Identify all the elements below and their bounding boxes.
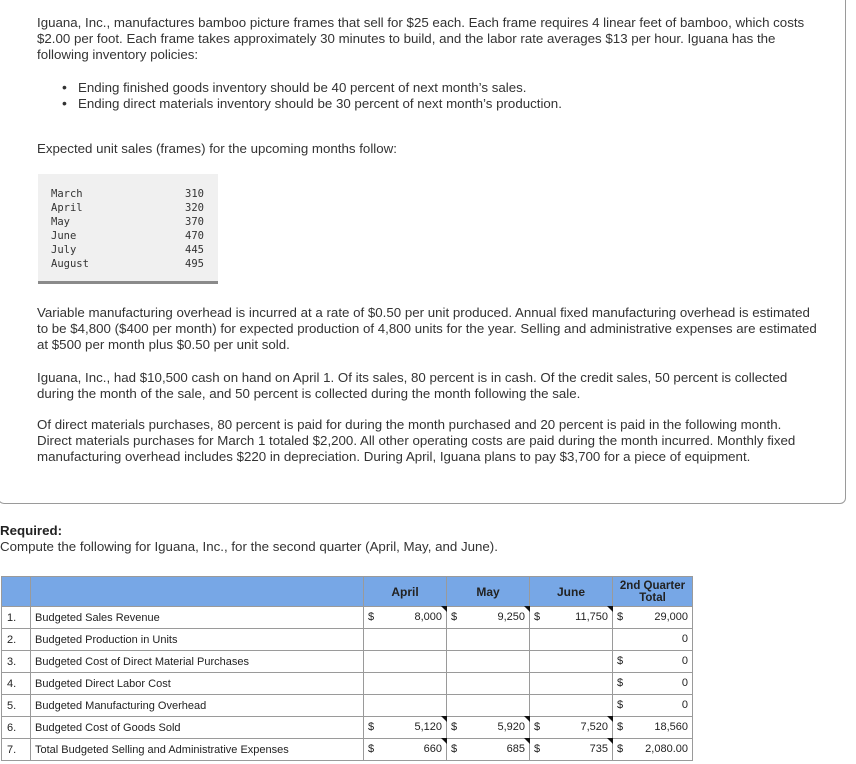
total-input-cell[interactable] (613, 607, 693, 629)
header-april: April (364, 577, 447, 607)
row-label: Budgeted Manufacturing Overhead (31, 695, 364, 717)
june-input-cell[interactable] (530, 717, 613, 739)
sales-row (38, 187, 218, 201)
cell-value: 18,560 (654, 721, 688, 733)
expected-sales-table (38, 174, 218, 284)
currency-symbol: $ (451, 611, 458, 623)
total-input-cell[interactable] (613, 695, 693, 717)
april-input-cell[interactable] (364, 739, 447, 761)
may-input-cell[interactable] (447, 651, 530, 673)
currency-symbol: $ (368, 743, 375, 755)
sales-units: 370 (185, 216, 204, 228)
header-number (2, 577, 31, 607)
april-input-cell[interactable] (364, 695, 447, 717)
cell-value: 0 (681, 633, 688, 645)
may-input-cell[interactable] (447, 629, 530, 651)
sales-units: 310 (185, 188, 204, 200)
cell-value: 0 (681, 655, 688, 667)
required-heading: Required: (0, 523, 63, 538)
may-input-cell[interactable] (447, 673, 530, 695)
currency-symbol: $ (617, 743, 624, 755)
cell-value: 685 (506, 743, 525, 755)
june-input-cell[interactable] (530, 695, 613, 717)
cell-value: 660 (423, 743, 442, 755)
currency-symbol: $ (617, 699, 624, 711)
april-input-cell[interactable] (364, 717, 447, 739)
policy-item: • Ending direct materials inventory should be 30 percent of next month’s production. (60, 96, 562, 112)
sales-row (38, 201, 218, 215)
currency-symbol: $ (451, 721, 458, 733)
cell-value: 0 (681, 677, 688, 689)
june-input-cell[interactable] (530, 739, 613, 761)
inventory-policies (60, 80, 562, 112)
cell-value: 735 (589, 743, 608, 755)
expected-sales-label: Expected unit sales (frames) for the upcoming months follow: (37, 141, 397, 156)
currency-symbol: $ (617, 611, 624, 623)
cell-value: 2,080.00 (645, 743, 688, 755)
total-input-cell[interactable] (613, 651, 693, 673)
header-q2-total: 2nd Quarter Total (613, 577, 693, 607)
cell-value: 29,000 (654, 611, 688, 623)
currency-symbol: $ (534, 611, 541, 623)
total-input-cell[interactable] (613, 717, 693, 739)
total-input-cell[interactable] (613, 629, 693, 651)
required-text: Compute the following for Iguana, Inc., for the second quarter (April, May, and June). (0, 539, 498, 554)
april-input-cell[interactable] (364, 607, 447, 629)
currency-symbol: $ (617, 677, 624, 689)
sales-units: 445 (185, 244, 204, 256)
table-row (2, 651, 693, 673)
table-row (2, 739, 693, 761)
june-input-cell[interactable] (530, 673, 613, 695)
may-input-cell[interactable] (447, 717, 530, 739)
currency-symbol: $ (617, 721, 624, 733)
april-input-cell[interactable] (364, 673, 447, 695)
header-june: June (530, 577, 613, 607)
overhead-paragraph: Variable manufacturing overhead is incurred at a rate of $0.50 per unit produced. Annual fixed manufacturing overhead is estimated to be $4,800 ($400 per month) for expected production of 4,800 units for the year. Selling and administrative expenses are estimated at $500 per month plus $0.50 per unit sold. (37, 305, 817, 352)
header-may: May (447, 577, 530, 607)
sales-units: 470 (185, 230, 204, 242)
table-row (2, 695, 693, 717)
currency-symbol: $ (534, 743, 541, 755)
row-number: 5. (2, 695, 31, 717)
row-number: 3. (2, 651, 31, 673)
table-row (2, 607, 693, 629)
currency-symbol: $ (617, 655, 624, 667)
row-label: Total Budgeted Selling and Administrative Expenses (31, 739, 364, 761)
may-input-cell[interactable] (447, 607, 530, 629)
row-label: Budgeted Direct Labor Cost (31, 673, 364, 695)
cell-value: 9,250 (497, 611, 525, 623)
cell-value: 5,920 (497, 721, 525, 733)
sales-month: April (51, 202, 83, 214)
policy-item: • Ending finished goods inventory should be 40 percent of next month’s sales. (60, 80, 562, 96)
sales-row (38, 243, 218, 257)
row-number: 6. (2, 717, 31, 739)
cell-value: 11,750 (575, 611, 608, 623)
sales-units: 495 (185, 258, 204, 270)
total-input-cell[interactable] (613, 673, 693, 695)
june-input-cell[interactable] (530, 629, 613, 651)
row-number: 7. (2, 739, 31, 761)
row-number: 1. (2, 607, 31, 629)
total-input-cell[interactable] (613, 739, 693, 761)
row-label: Budgeted Production in Units (31, 629, 364, 651)
budget-table (1, 576, 693, 761)
sales-row (38, 215, 218, 229)
april-input-cell[interactable] (364, 629, 447, 651)
row-label: Budgeted Sales Revenue (31, 607, 364, 629)
table-row (2, 629, 693, 651)
june-input-cell[interactable] (530, 607, 613, 629)
sales-month: July (51, 244, 77, 256)
april-input-cell[interactable] (364, 651, 447, 673)
currency-symbol: $ (451, 743, 458, 755)
sales-row (38, 229, 218, 243)
table-row (2, 673, 693, 695)
cell-value: 7,520 (580, 721, 608, 733)
may-input-cell[interactable] (447, 695, 530, 717)
sales-row (38, 257, 218, 271)
cell-value: 0 (681, 699, 688, 711)
cell-value: 5,120 (414, 721, 442, 733)
sales-month: March (51, 188, 83, 200)
row-number: 4. (2, 673, 31, 695)
row-label: Budgeted Cost of Direct Material Purchases (31, 651, 364, 673)
intro-paragraph: Iguana, Inc., manufactures bamboo picture frames that sell for $25 each. Each frame requires 4 linear feet of bamboo, which costs $2.00 per foot. Each frame takes approximately 30 minutes to build, and the labor rate averages $13 per hour. Iguana has the following inventory policies: (37, 15, 805, 62)
june-input-cell[interactable] (530, 651, 613, 673)
currency-symbol: $ (368, 721, 375, 733)
row-label: Budgeted Cost of Goods Sold (31, 717, 364, 739)
sales-month: August (51, 258, 89, 270)
currency-symbol: $ (534, 721, 541, 733)
sales-month: June (51, 230, 77, 242)
row-number: 2. (2, 629, 31, 651)
cell-value: 8,000 (414, 611, 442, 623)
currency-symbol: $ (368, 611, 375, 623)
table-header-row (2, 577, 693, 607)
sales-units: 320 (185, 202, 204, 214)
may-input-cell[interactable] (447, 739, 530, 761)
sales-month: May (51, 216, 70, 228)
purchases-paragraph: Of direct materials purchases, 80 percent is paid for during the month purchased and 20 percent is paid in the following month. Direct materials purchases for March 1 totaled $2,200. All other operating costs are paid during the month incurred. Monthly fixed manufacturing overhead includes $220 in depreciation. During April, Iguana plans to pay $3,700 for a piece of equipment. (37, 417, 796, 464)
table-row (2, 717, 693, 739)
cash-paragraph: Iguana, Inc., had $10,500 cash on hand on April 1. Of its sales, 80 percent is in cash. Of the credit sales, 50 percent is collected during the month of the sale, and 50 percent is collected during the month following the sale. (37, 370, 788, 401)
header-description (31, 577, 364, 607)
